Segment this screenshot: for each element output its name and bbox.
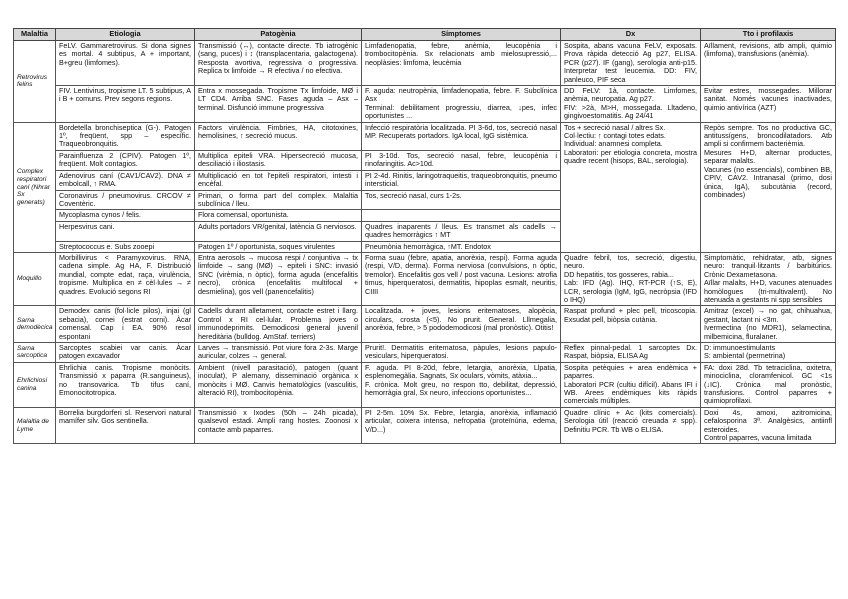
- table-row: [14, 343, 836, 363]
- disease-name-cell: Malaltia de Lyme: [14, 407, 56, 444]
- disease-name-cell: Ehrlichiosi canina: [14, 362, 56, 407]
- table-row: [14, 122, 836, 150]
- cell-dx: Sospita petèquies + area endèmica + paparres. Laboratori PCR (cultiu difícil). Abans IFI i WB. Arees endèmiques kits ràpids comercials múltiples.: [561, 362, 701, 407]
- cell-patogenia: Larves → transmissió. Pot viure fora 2-3s. Marge auricular, colzes → general.: [195, 343, 362, 363]
- cell-tto: Simptomàtic, rehidratar, atb, signes neuro: tranquil·litzants / barbitúrics. Crònic Dexametasona. Aïllar malalts, H+D, vacunes atenuades homòlogues (tri-multivalent). No atenuada a gestants ni spp sensibles: [701, 252, 836, 305]
- cell-simptomes: [362, 210, 561, 221]
- table-header-row: [14, 29, 836, 41]
- table-row: [14, 407, 836, 444]
- cell-dx: Reflex pinnal-pedal. 1 sarcoptes Dx. Raspat, biòpsia, ELISA Ag: [561, 343, 701, 363]
- cell-etiologia: Sarcoptes scabiei var canis. Àcar patogen excavador: [56, 343, 195, 363]
- cell-dx: Quadre febril, tos, secreció, digestiu, neuro. DD hepatitis, tos gosseres, rabia... Lab: IFD (Ag). IHQ, RT-PCR (↑S, E), LCR, serologia (IgM, IgG, necròpsia (IFD o IHQ): [561, 252, 701, 305]
- cell-simptomes: Infecció respiratòria localitzada. PI 3-6d, tos, secreció nasal MP. Recuperats portadors. IgA local, IgG sistèmica.: [362, 122, 561, 150]
- cell-etiologia: FIV. Lentivirus, tropisme LT. 5 subtipus, A i B + comuns. Prev segons regions.: [56, 86, 195, 123]
- table-row: [14, 362, 836, 407]
- cell-etiologia: Herpesvirus cani.: [56, 221, 195, 241]
- cell-patogenia: Cadells durant alletament, contacte estret i llarg. Control x RI cel·lular. Problema joves o immunodeprimits. Demodicosi general juvenil hereditària (bulldog. AmStaf. terriers): [195, 306, 362, 343]
- disease-name-cell: Moquillo: [14, 252, 56, 305]
- cell-etiologia: Mycoplasma cynos / felis.: [56, 210, 195, 221]
- cell-patogenia: Transmissió x Ixodes (50h – 24h picada), qualsevol estadi. Ampli rang hostes. Zoonosi x contacte amb paparres.: [195, 407, 362, 444]
- cell-simptomes: F. aguda. PI 8-20d, febre, letargia, anorèxia, Llpatia, esplenomegàlia. Sagnats, Sx oculars, vòmits, atàxia... F. crònica. Molt greu, no respon tto, debilitat, depressió, hemorràgia gral, Sx neuro, infeccions oportunistes...: [362, 362, 561, 407]
- cell-patogenia: Entra x mossegada. Tropisme Tx limfoide, MØ i LT CD4. Arriba SNC. Fases aguda – Asx – terminal. Disfunció immune progressiva: [195, 86, 362, 123]
- table-row: [14, 252, 836, 305]
- cell-simptomes: PI 3-10d. Tos, secreció nasal, febre, leucopènia i rinofaringitis. Ac>10d.: [362, 150, 561, 170]
- cell-simptomes: F. aguda: neutropènia, limfadenopatia, febre. F. Subclínica Asx Terminal: debilitament progressiu, diarrea, ↓pes, infec oportunistes ...: [362, 86, 561, 123]
- cell-patogenia: Factors virulència. Fimbries, HA, citotoxines, hemolisines, ↑ secreció mucus.: [195, 122, 362, 150]
- cell-etiologia: Streptococcus e. Subs zooepi: [56, 241, 195, 252]
- cell-tto: Doxi 4s, amoxi, azitromicina, cefalosporina 3ª. Analgèsics, antiinfl esteroides. Control paparres, vacuna limitada: [701, 407, 836, 444]
- cell-dx: Quadre clínic + Ac (kits comercials). Serologia útil (reacció creuada ≠ spp). Definitiu PCR. Tb WB o ELISA.: [561, 407, 701, 444]
- cell-simptomes: Forma suau (febre, apatia, anorèxia, respi). Forma aguda (respi, V/D, derma). Forma nerviosa (convulsions, n òptic, tremolor). Encefalitis gos vell / post vacuna. Lesions: atrofia timus, hiperqueratosi, dermatitis, hipoplas esmalt, neuritis, CIIII: [362, 252, 561, 305]
- cell-simptomes: PI 2-5m. 10% Sx. Febre, letargia, anorèxia, inflamació articular, coixera intensa, nefropatia (proteïnúria, edema, V/D...): [362, 407, 561, 444]
- header-malaltia: Malaltia: [14, 29, 56, 41]
- cell-patogenia: Entra aerosols → mucosa respi / conjuntiva → tx limfoide → sang (MØ) → epiteli i SNC: invasió SNC (virèmia, n òptic), forma aguda (encefalitis necro), crònica (encefalitis multifocal + desmielina), gos vell (panencefalitis): [195, 252, 362, 305]
- header-tto: Tto i profilaxis: [701, 29, 836, 41]
- cell-etiologia: Morbillivirus < Paramyxovirus. RNA, cadena simple. Ag HA, F. Distribució mundial, compte edat, raça, virulència, tropisme. Multiplica en ≠ cèl·lules → ≠ quadres. Evolució segons RI: [56, 252, 195, 305]
- cell-etiologia: Adenovirus caní (CAV1/CAV2). DNA ≠ embolcall, ↑ RMA.: [56, 170, 195, 190]
- cell-dx: Tos + secreció nasal / altres Sx. Col·lectiu: ↑ contagi totes edats. Individual: anamnesi completa. Laboratori: per etiologia concreta, mostra quadre recent (hisops, BAL, serologia).: [561, 122, 701, 252]
- cell-etiologia: Borrelia burgdorferi sl. Reservori natural mamífer silv. Gos sentinella.: [56, 407, 195, 444]
- cell-etiologia: Bordetella bronchiseptica (G-). Patogen 1º, freqüent, spp – específic. Traqueobronquitis.: [56, 122, 195, 150]
- disease-name-cell: Retrovirus felins: [14, 41, 56, 123]
- header-patogenia: Patogènia: [195, 29, 362, 41]
- cell-patogenia: Transmissió (↔), contacte directe. Tb iatrogènic (sang, puces) i ↕ (transplacentaria, galactogena). Resposta avortiva, regressiva o progressiva. Replica tx limfoide → R efectiva / no efectiva.: [195, 41, 362, 86]
- cell-simptomes: Pneumònia hemorràgica, ↑MT. Endotox: [362, 241, 561, 252]
- summary-document: [13, 28, 835, 444]
- disease-name-cell: Complex respiratori caní (Nhrar Sx generats): [14, 122, 56, 252]
- table-row: [14, 306, 836, 343]
- header-dx: Dx: [561, 29, 701, 41]
- diseases-table: [13, 28, 836, 444]
- cell-etiologia: Parainfluenza 2 (CPIV). Patogen 1º, freqüent. Molt contagios.: [56, 150, 195, 170]
- cell-patogenia: Multiplica epiteli VRA. Hipersecreció mucosa, desciliació i iliostasis.: [195, 150, 362, 170]
- cell-tto: FA: doxi 28d. Tb tetraciclina, oxitetra, minociclina, cloramfenicol. GC <1s (↓IC). Crònica mal pronòstic, transfusions. Control paparres + quimioprofilaxi.: [701, 362, 836, 407]
- cell-simptomes: Limfadenopatia, febre, anèmia, leucopènia i trombocitopènia. Sx relacionats amb mielosupressió,... neoplàsies: limfoma, leucèmia: [362, 41, 561, 86]
- header-simptomes: Símptomes: [362, 29, 561, 41]
- table-row: [14, 41, 836, 86]
- cell-simptomes: Localitzada. + joves, lesions eritematoses, alopècia, circulars, crosta (<5). No prurit. General. Lllmegalia, anorèxia, febre, > 5 pododemodicosi (mal pronòstic). Otitis!: [362, 306, 561, 343]
- cell-patogenia: Multiplicació en tot l'epiteli respiratori, intesti i encèfal.: [195, 170, 362, 190]
- cell-patogenia: Patogen 1º / oportunista, soques virulentes: [195, 241, 362, 252]
- cell-dx: DD FeLV: 1à, contacte. Limfomes, anèmia, neuropatia. Ag p27. FIV: >2à, M>H, mossegada. Lltadeno, gingivoestomatitis. Ag 24/41: [561, 86, 701, 123]
- cell-patogenia: Primari, o forma part del complex. Malaltia subclínica / lleu.: [195, 190, 362, 210]
- cell-patogenia: Adults portadors VR/genital, latència G nerviosos.: [195, 221, 362, 241]
- cell-etiologia: Coronavirus / pneumovirus. CRCOV ≠ Coventèric.: [56, 190, 195, 210]
- cell-patogenia: Ambient (nivell parasitació), patogen (quant inoculat), P alemany, disseminació orgànica x monòcits i MØ. Canvis hematològics (vasculitis, alteració RI), trombocitopènia.: [195, 362, 362, 407]
- cell-etiologia: Ehrlichia canis. Tropisme monòcits. Transmissió x paparra (R.sanguineus), no transovarica. Tb tifus caní, Emonocitotropica.: [56, 362, 195, 407]
- disease-name-cell: Sarna demodècica: [14, 306, 56, 343]
- cell-tto: Aïllament, revisions, atb ampli, quimio (limfoma), transfusions (anèmia).: [701, 41, 836, 86]
- cell-patogenia: Flora comensal, oportunista.: [195, 210, 362, 221]
- cell-dx: Raspat profund + plec pell, tricoscopia. Exsudat pell, biòpsia cutània.: [561, 306, 701, 343]
- cell-etiologia: Demodex canis (fol·licle pilos), injai (gl sebacia), cornei (estrat corni). Àcar comensal. Cap i EA. 90% resol espontani: [56, 306, 195, 343]
- cell-tto: Evitar estres, mossegades. Millorar sanitat. Només vacunes inactivades, quimio antivírica (AZT): [701, 86, 836, 123]
- cell-simptomes: Quadres inaparents / lleus. Es transmet als cadells → quadres hemorràgics ↑ MT: [362, 221, 561, 241]
- cell-simptomes: PI 2-4d. Rinitis, laringotraqueitis, traqueobronquitis, pneumo intersticial.: [362, 170, 561, 190]
- table-body: [14, 41, 836, 444]
- cell-tto: Repòs sempre. Tos no productiva GC, antitussígens, broncodilatadors. Atb ampli si confirmem bacterièmia. Mesures H+D, alternar productes, separar malalts. Vacunes (no essencials), combinen BB, CPIV, CAV2. Intranasal (primo, dosi única, IgA), subcutània (record, combinades): [701, 122, 836, 252]
- table-row: [14, 86, 836, 123]
- cell-dx: Sospita, abans vacuna FeLV, exposats. Prova ràpida detecció Ag p27, ELISA. PCR (p27). IF (gang), serologia anti-p15. Interpretar test leucemia. DD: FIV, panleuco, PIF seca: [561, 41, 701, 86]
- disease-name-cell: Sarna sarcoptica: [14, 343, 56, 363]
- cell-simptomes: Tos, secreció nasal, curs 1-2s.: [362, 190, 561, 210]
- cell-tto: D: immunoestimulants S: ambiental (permetrina): [701, 343, 836, 363]
- header-etiologia: Etiologia: [56, 29, 195, 41]
- cell-etiologia: FeLV. Gammaretrovirus. Si dona signes es mortal. 4 subtipus, A + important, B+greu (limfomes).: [56, 41, 195, 86]
- cell-simptomes: Prurit!. Dermatitis eritematosa, pàpules, lesions papulo-vesiculars, hiperqueratosi.: [362, 343, 561, 363]
- cell-tto: Amitraz (excel) → no gat, chihuahua, gestant, lactant ni <3m. Ivermectina (no MDR1), selamectina, milbemicina, fluralaner.: [701, 306, 836, 343]
